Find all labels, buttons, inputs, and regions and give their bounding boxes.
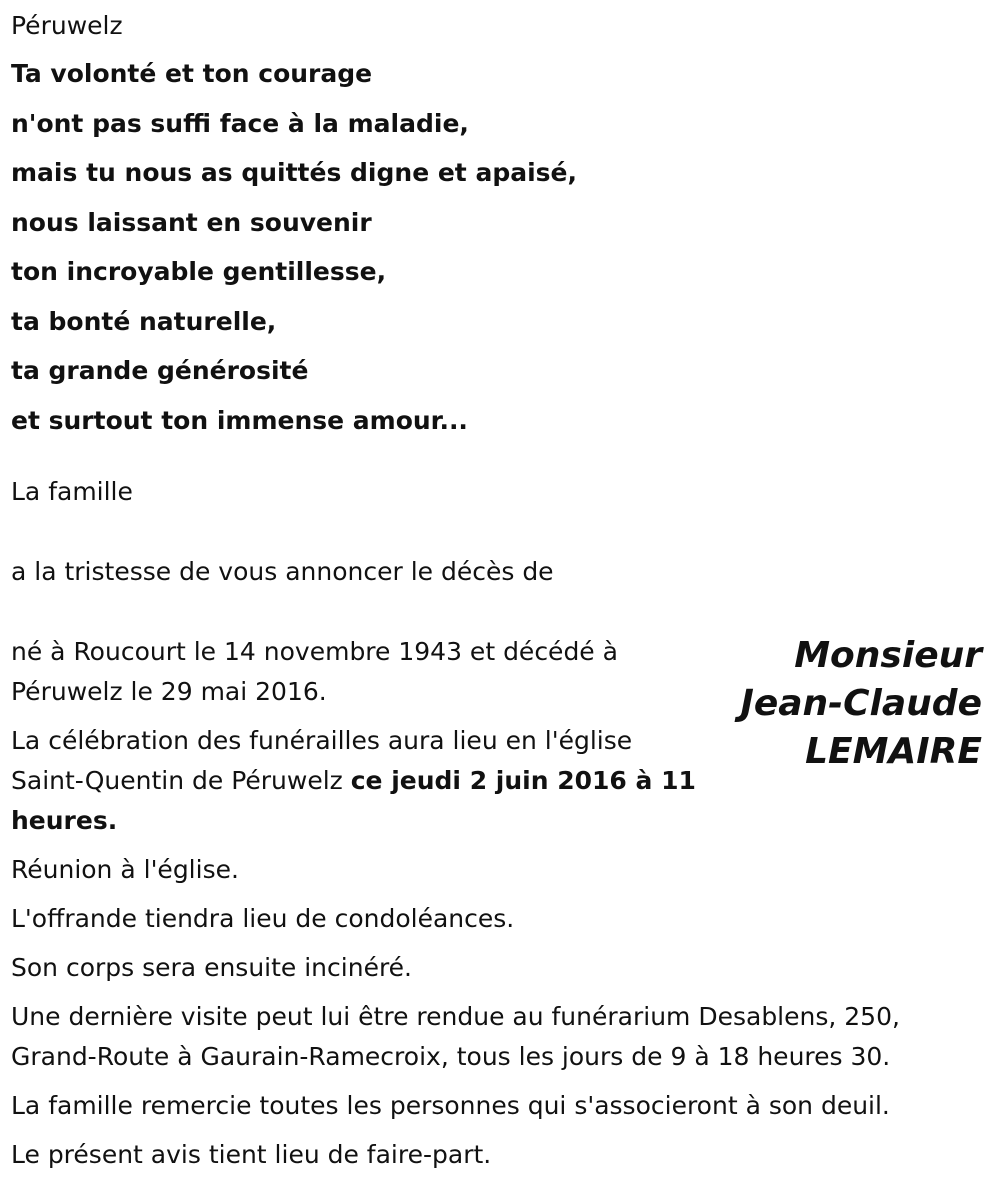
reunion-text: Réunion à l'église. <box>11 855 239 884</box>
incineration-text: Son corps sera ensuite incinéré. <box>11 953 413 982</box>
family-label: La famille <box>11 477 133 506</box>
avis-text: Le présent avis tient lieu de faire-part. <box>11 1140 492 1169</box>
poem-line: ta bonté naturelle, <box>11 306 277 336</box>
poem-line: nous laissant en souvenir <box>11 207 372 237</box>
ceremony-text: La célébration des funérailles aura lieu en l'église Saint-Quentin de Péruwelz <box>11 726 633 795</box>
poem-line: et surtout ton immense amour... <box>11 405 468 435</box>
offrande-text: L'offrande tiendra lieu de condoléances. <box>11 904 515 933</box>
poem-line: Ta volonté et ton courage <box>11 59 373 88</box>
poem-line: n'ont pas suffi face à la maladie, <box>11 108 469 138</box>
ceremony-date: ce jeudi 2 juin 2016 à 11 heures. <box>11 766 696 835</box>
announcement-text: a la tristesse de vous annoncer le décès de <box>11 557 554 586</box>
poem-line: mais tu nous as quittés digne et apaisé, <box>11 158 578 187</box>
visite-text: Une dernière visite peut lui être rendue au funérarium Desablens, 250, Grand-Route à Gaurain-Ramecroix, tous les jours de 9 à 18 heures 30. <box>11 1002 900 1071</box>
city-heading: Péruwelz <box>11 11 123 40</box>
details-section <box>11 632 991 1175</box>
poem-line: ta grande générosité <box>11 356 309 385</box>
details-left-column <box>11 632 701 841</box>
poem <box>11 54 991 450</box>
deceased-last-name: LEMAIRE <box>805 731 982 772</box>
ceremony-paragraph <box>11 721 701 841</box>
obituary-notice <box>11 0 991 1184</box>
deceased-name <box>740 632 982 776</box>
birth-death-text: né à Roucourt le 14 novembre 1943 et décédé à Péruwelz le 29 mai 2016. <box>11 637 618 706</box>
deceased-title: Monsieur <box>794 635 982 676</box>
remerciement-text: La famille remercie toutes les personnes qui s'associeront à son deuil. <box>11 1091 890 1120</box>
deceased-first-name: Jean-Claude <box>740 683 982 724</box>
poem-line: ton incroyable gentillesse, <box>11 257 387 286</box>
